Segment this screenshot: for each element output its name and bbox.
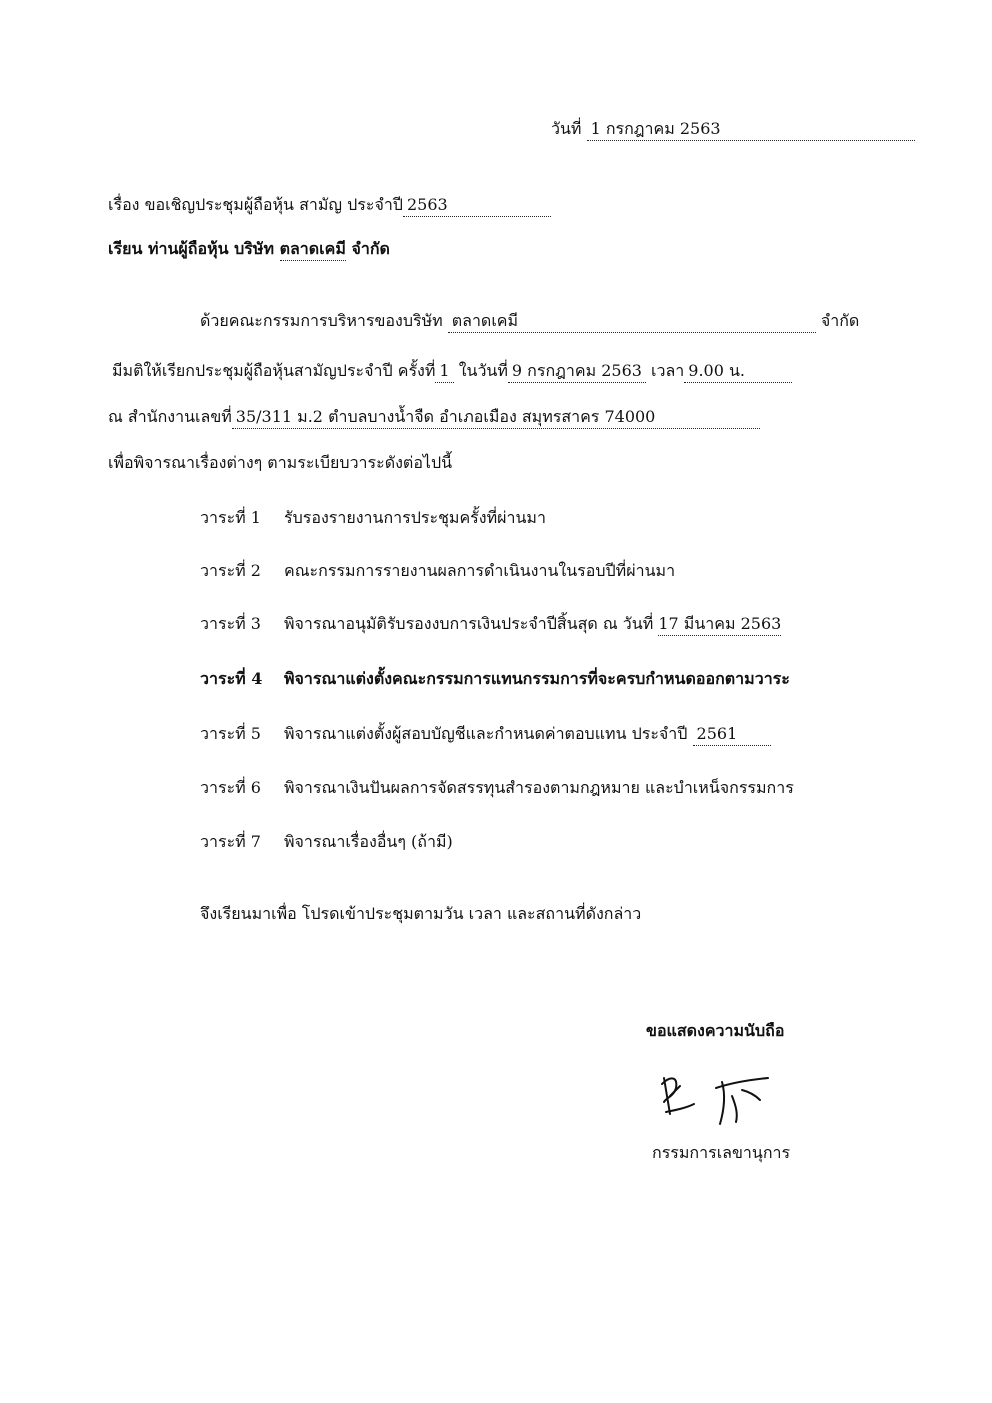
committee-text: ด้วยคณะกรรมการบริหารของบริษัท — [200, 311, 443, 330]
subject-text: ขอเชิญประชุมผู้ถือหุ้น สามัญ ประจำปี — [144, 195, 403, 214]
meeting-time-fill: 9.00 น. — [684, 360, 792, 383]
date-value: 1 กรกฎาคม 2563 — [587, 118, 915, 141]
agenda-item — [200, 560, 675, 582]
company-suffix: จำกัด — [820, 311, 860, 330]
agenda-fill: 2561 — [693, 723, 771, 746]
agenda-label: วาระที่ 5 — [200, 724, 261, 743]
recipient-suffix: จำกัด — [351, 239, 390, 258]
recipient-line — [108, 238, 390, 261]
signer-title-line — [652, 1142, 790, 1164]
agenda-label: วาระที่ 2 — [200, 561, 261, 580]
regards-text: ขอแสดงความนับถือ — [646, 1021, 785, 1040]
subject-year: 2563 — [403, 194, 551, 217]
signature-icon — [656, 1066, 776, 1128]
agenda-text: รับรองรายงานการประชุมครั้งที่ผ่านมา — [284, 508, 546, 527]
recipient-label: เรียน — [108, 239, 143, 258]
date-label: วันที่ — [551, 119, 582, 138]
recipient-text: ท่านผู้ถือหุ้น บริษัท — [147, 239, 274, 258]
address-fill: 35/311 ม.2 ตำบลบางน้ำจืด อำเภอเมือง สมุทรสาคร 74000 — [232, 406, 760, 429]
agenda-text: คณะกรรมการรายงานผลการดำเนินงานในรอบปีที่ผ่านมา — [284, 561, 676, 580]
company-name-fill: ตลาดเคมี — [448, 310, 816, 333]
agenda-item — [200, 777, 794, 799]
subject-line — [108, 194, 551, 217]
body-line-4 — [108, 452, 452, 474]
agenda-item — [200, 507, 546, 529]
body-line-3 — [108, 406, 760, 429]
agenda-label: วาระที่ 7 — [200, 832, 261, 851]
closing-text: จึงเรียนมาเพื่อ โปรดเข้าประชุมตามวัน เวลา และสถานที่ดังกล่าว — [200, 904, 642, 923]
agenda-item — [200, 668, 790, 690]
meeting-number-fill: 1 — [435, 360, 453, 383]
agenda-text: พิจารณาเงินปันผลการจัดสรรทุนสำรองตามกฎหมาย และบำเหน็จกรรมการ — [284, 778, 794, 797]
agenda-label: วาระที่ 4 — [200, 669, 263, 688]
agenda-label: วาระที่ 1 — [200, 508, 261, 527]
subject-label: เรื่อง — [108, 195, 140, 214]
time-label: เวลา — [651, 361, 685, 380]
regards-line — [646, 1020, 784, 1042]
recipient-company: ตลาดเคมี — [280, 238, 346, 261]
meeting-date-fill: 9 กรกฎาคม 2563 — [508, 360, 646, 383]
agenda-item — [200, 831, 453, 853]
agenda-label: วาระที่ 3 — [200, 614, 261, 633]
agenda-text: พิจารณาแต่งตั้งคณะกรรมการแทนกรรมการที่จะครบกำหนดออกตามวาระ — [284, 669, 790, 688]
office-label: ณ สำนักงานเลขที่ — [108, 407, 232, 426]
agenda-text: พิจารณาอนุมัติรับรองงบการเงินประจำปีสิ้นสุด ณ วันที่ — [284, 614, 654, 633]
date-line — [551, 118, 915, 141]
agenda-fill: 17 มีนาคม 2563 — [658, 613, 781, 636]
agenda-label: วาระที่ 6 — [200, 778, 261, 797]
agenda-item — [200, 723, 771, 746]
body-line-2 — [112, 360, 792, 383]
on-date-label: ในวันที่ — [458, 361, 508, 380]
body-line-1 — [200, 310, 859, 333]
closing-line — [200, 903, 641, 925]
signer-title: กรรมการเลขานุการ — [652, 1143, 791, 1162]
agenda-item — [200, 613, 781, 636]
resolution-text: มีมติให้เรียกประชุมผู้ถือหุ้นสามัญประจำปี ครั้งที่ — [112, 361, 436, 380]
agenda-intro: เพื่อพิจารณาเรื่องต่างๆ ตามระเบียบวาระดังต่อไปนี้ — [108, 453, 453, 472]
agenda-text: พิจารณาแต่งตั้งผู้สอบบัญชีและกำหนดค่าตอบแทน ประจำปี — [284, 724, 688, 743]
agenda-text: พิจารณาเรื่องอื่นๆ (ถ้ามี) — [284, 832, 453, 851]
